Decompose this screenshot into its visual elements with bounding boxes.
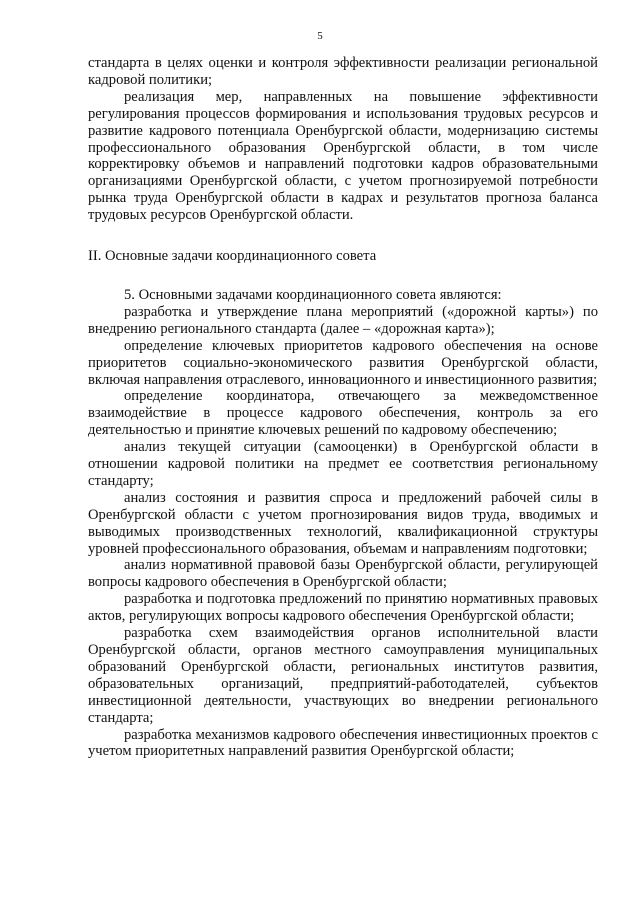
paragraph-3: 5. Основными задачами координационного совета являются: xyxy=(124,286,502,303)
section-heading: II. Основные задачи координационного совета xyxy=(88,248,377,265)
paragraph-10: разработка и подготовка предложений по принятию нормативных правовых актов, регулирующих вопросы кадрового обеспечения Оренбургской области; xyxy=(88,591,598,625)
paragraph-4: разработка и утверждение плана мероприятий («дорожной карты») по внедрению регионального стандарта (далее – «дорожная карта»); xyxy=(88,303,598,337)
paragraph-9: анализ нормативной правовой базы Оренбургской области, регулирующей вопросы кадрового обеспечения в Оренбургской области; xyxy=(88,557,598,591)
paragraph-8: анализ состояния и развития спроса и предложений рабочей силы в Оренбургской области с учетом прогнозирования видов труда, вводимых и выводимых производственных технологий, квалификационной структуры уровней профессионального образования, объемам и направлениям подготовки; xyxy=(88,489,598,557)
paragraph-1: стандарта в целях оценки и контроля эффективности реализации региональной кадровой политики; xyxy=(88,55,598,88)
page-number: 5 xyxy=(317,30,323,42)
paragraph-12: разработка механизмов кадрового обеспечения инвестиционных проектов с учетом приоритетных направлений развития Оренбургской области; xyxy=(88,726,598,760)
paragraph-11: разработка схем взаимодействия органов исполнительной власти Оренбургской области, органов местного самоуправления муниципальных образований Оренбургской области, региональных институтов развития, образовательных организаций, предприятий-работодателей, субъектов инвестиционной деятельности, участвующих во внедрении регионального стандарта; xyxy=(88,625,598,726)
document-body xyxy=(88,55,598,760)
paragraph-5: определение ключевых приоритетов кадрового обеспечения на основе приоритетов социально-экономического развития Оренбургской области, включая направления отраслевого, инновационного и инвестиционного развития; xyxy=(88,337,598,388)
paragraph-6: определение координатора, отвечающего за межведомственное взаимодействие в процессе кадрового обеспечения, контроль за его деятельностью и принятие ключевых решений по кадровому обеспечению; xyxy=(88,388,598,439)
paragraph-7: анализ текущей ситуации (самооценки) в Оренбургской области в отношении кадровой политики на предмет ее соответствия региональному стандарту; xyxy=(88,439,598,489)
paragraph-2: реализация мер, направленных на повышение эффективности регулирования процессов формирования и использования трудовых ресурсов и развитие кадрового потенциала Оренбургской области, модернизацию системы профессионального образования Оренбургской области, в том числе корректировку объемов и направлений подготовки кадров образовательными организациями Оренбургской области, с учетом прогнозируемой потребности рынка труда Оренбургской области в кадрах и результатов прогноза баланса трудовых ресурсов Оренбургской области. xyxy=(88,88,598,224)
